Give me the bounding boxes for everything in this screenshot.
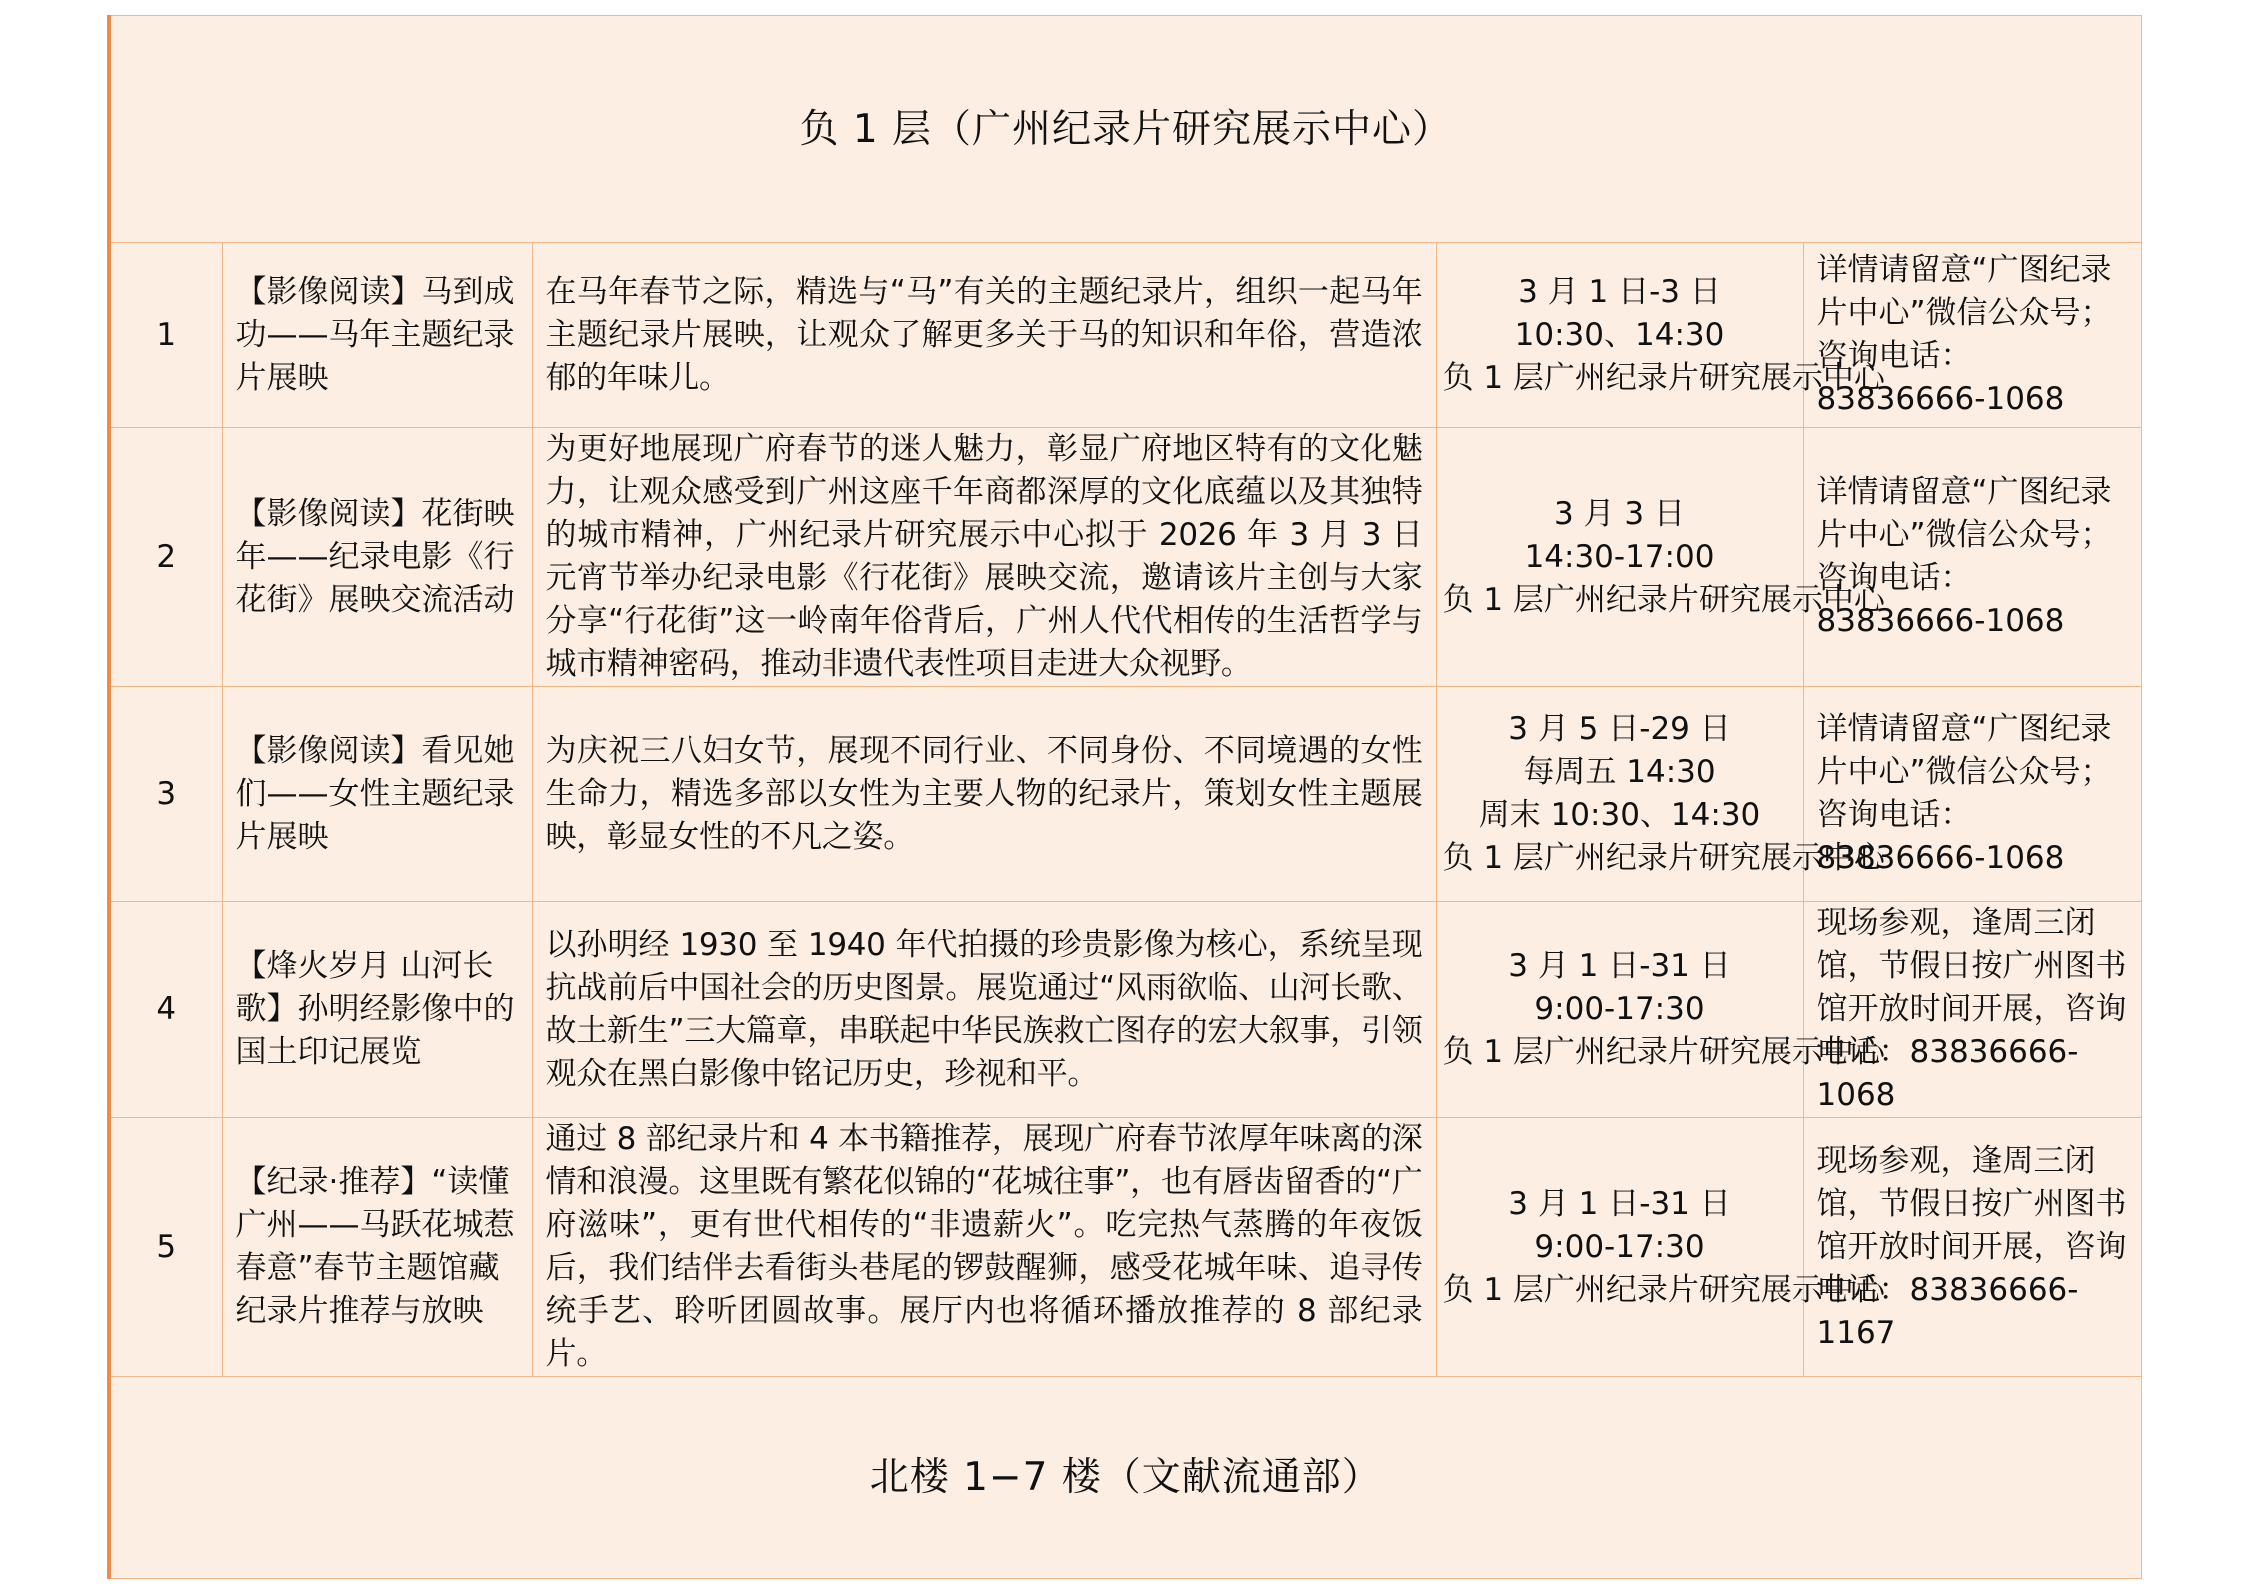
time-line: 3 月 1 日-3 日 (1518, 273, 1721, 310)
time-line: 3 月 1 日-31 日 (1508, 1185, 1731, 1222)
activity-time-place (1436, 902, 1885, 1118)
row-index: 4 (109, 902, 222, 1118)
activity-description: 通过 8 部纪录片和 4 本书籍推荐，展现广府春节浓厚年味离的深情和浪漫。这里既有繁花似锦的“花城往事”，也有唇齿留香的“广府滋味”，更有世代相传的“非遗薪火”。吃完热气蒸腾的年夜饭后，我们结伴去看街头巷尾的锣鼓醒狮，感受花城年味、追寻传统手艺、聆听团圆故事。展厅内也将循环播放推荐的 8 部纪录片。 (532, 1118, 1436, 1377)
activity-contact: 现场参观，逢周三闭馆，节假日按广州图书馆开放时间开展，咨询电话：83836666-1167 (1803, 1118, 2141, 1377)
activity-contact: 详情请留意“广图纪录片中心”微信公众号；咨询电话：83836666-1068 (1803, 687, 2141, 902)
table-row (109, 687, 2141, 902)
activity-name: 【烽火岁月 山河长歌】孙明经影像中的国土印记展览 (222, 902, 532, 1118)
time-line: 负 1 层广州纪录片研究展示中心 (1442, 359, 1885, 396)
activity-contact: 详情请留意“广图纪录片中心”微信公众号；咨询电话：83836666-1068 (1803, 243, 2141, 428)
time-line: 9:00-17:30 (1534, 991, 1705, 1027)
section-title: 负 1 层（广州纪录片研究展示中心） (109, 16, 2141, 243)
activity-time-place (1436, 243, 1885, 428)
activity-name: 【影像阅读】马到成功——马年主题纪录片展映 (222, 243, 532, 428)
activity-description: 为更好地展现广府春节的迷人魅力，彰显广府地区特有的文化魅力，让观众感受到广州这座千年商都深厚的文化底蕴以及其独特的城市精神，广州纪录片研究展示中心拟于 2026 年 3 月 3 日元宵节举办纪录电影《行花街》展映交流，邀请该片主创与大家分享“行花街”这一岭南年俗背后，广州人代代相传的生活哲学与城市精神密码，推动非遗代表性项目走进大众视野。 (532, 428, 1436, 687)
activity-description: 为庆祝三八妇女节，展现不同行业、不同身份、不同境遇的女性生命力，精选多部以女性为主要人物的纪录片，策划女性主题展映，彰显女性的不凡之姿。 (532, 687, 1436, 902)
row-index: 3 (109, 687, 222, 902)
time-line: 10:30、14:30 (1514, 316, 1725, 353)
time-line: 负 1 层广州纪录片研究展示中心 (1442, 840, 1885, 876)
time-line: 负 1 层广州纪录片研究展示中心 (1442, 581, 1885, 618)
table-row (109, 902, 2141, 1118)
time-line: 每周五 14:30 (1523, 754, 1716, 790)
section-header-row (109, 16, 2141, 243)
section-header-row (109, 1377, 2141, 1579)
time-line: 14:30-17:00 (1524, 538, 1715, 575)
time-line: 3 月 5 日-29 日 (1508, 711, 1731, 747)
time-line: 9:00-17:30 (1534, 1228, 1705, 1265)
activity-time-place (1436, 428, 1885, 687)
time-line: 负 1 层广州纪录片研究展示中心 (1442, 1034, 1885, 1070)
activity-time-place (1436, 1118, 1885, 1377)
row-index: 5 (109, 1118, 222, 1377)
table-row (109, 243, 2141, 428)
row-index: 2 (109, 428, 222, 687)
activity-name: 【纪录·推荐】“读懂广州——马跃花城惹春意”春节主题馆藏纪录片推荐与放映 (222, 1118, 532, 1377)
activity-description: 以孙明经 1930 至 1940 年代拍摄的珍贵影像为核心，系统呈现抗战前后中国社会的历史图景。展览通过“风雨欲临、山河长歌、故土新生”三大篇章，串联起中华民族救亡图存的宏大叙事，引领观众在黑白影像中铭记历史，珍视和平。 (532, 902, 1436, 1118)
table-row (109, 1118, 2141, 1377)
time-line: 3 月 3 日 (1553, 495, 1685, 532)
activity-name: 【影像阅读】看见她们——女性主题纪录片展映 (222, 687, 532, 902)
section-title: 北楼 1−7 楼（文献流通部） (109, 1377, 2141, 1579)
row-index: 1 (109, 243, 222, 428)
time-line: 3 月 1 日-31 日 (1508, 948, 1731, 984)
activity-description: 在马年春节之际，精选与“马”有关的主题纪录片，组织一起马年主题纪录片展映，让观众了解更多关于马的知识和年俗，营造浓郁的年味儿。 (532, 243, 1436, 428)
activity-time-place (1436, 687, 1885, 902)
activity-table (107, 15, 2142, 1579)
activity-name: 【影像阅读】花街映年——纪录电影《行花街》展映交流活动 (222, 428, 532, 687)
activity-contact: 详情请留意“广图纪录片中心”微信公众号；咨询电话：83836666-1068 (1803, 428, 2141, 687)
time-line: 周末 10:30、14:30 (1478, 797, 1761, 833)
activity-contact: 现场参观，逢周三闭馆，节假日按广州图书馆开放时间开展，咨询电话：83836666-1068 (1803, 902, 2141, 1118)
table-row (109, 428, 2141, 687)
time-line: 负 1 层广州纪录片研究展示中心 (1442, 1271, 1885, 1308)
